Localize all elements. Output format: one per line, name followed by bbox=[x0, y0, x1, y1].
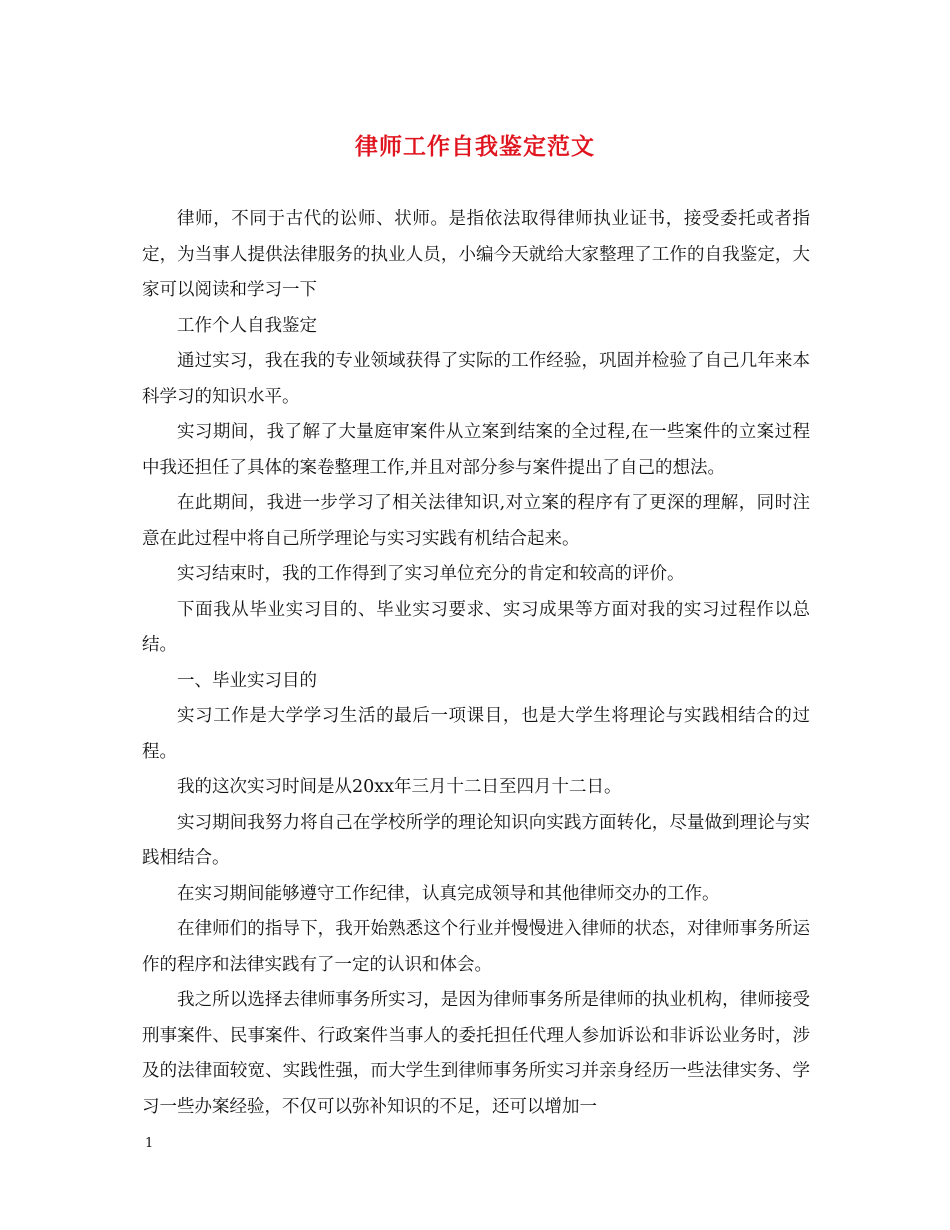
section-heading-self-evaluation: 工作个人自我鉴定 bbox=[177, 315, 317, 336]
paragraph-choice: 我之所以选择去律师事务所实习，是因为律师事务所是律师的执业机构，律师接受刑事案件、民事案件、行政案件当事人的委托担任代理人参加诉讼和非诉讼业务时，涉及的法律面较宽、实践性强，而大学生到律师事务所实习并亲身经历一些法律实务、学习一些办案经验，不仅可以弥补知识的不足，还可以增加一 bbox=[142, 990, 810, 1117]
document-title: 律师工作自我鉴定范文 bbox=[355, 133, 595, 160]
paragraph-purpose: 实习工作是大学学习生活的最后一项课目，也是大学生将理论与实践相结合的过程。 bbox=[142, 706, 810, 762]
page-number: 1 bbox=[145, 1136, 154, 1151]
paragraph-dates: 我的这次实习时间是从20xx年三月十二日至四月十二日。 bbox=[177, 777, 622, 797]
paragraph-experience: 通过实习，我在我的专业领域获得了实际的工作经验，巩固并检验了自己几年来本科学习的知识水平。 bbox=[142, 351, 810, 407]
section-heading-purpose: 一、毕业实习目的 bbox=[177, 670, 317, 691]
paragraph-internship-period: 实习期间，我了解了大量庭审案件从立案到结案的全过程,在一些案件的立案过程中我还担任了具体的案卷整理工作,并且对部分参与案件提出了自己的想法。 bbox=[142, 422, 810, 478]
paragraph-intro: 律师，不同于古代的讼师、状师。是指依法取得律师执业证书，接受委托或者指定，为当事人提供法律服务的执业人员，小编今天就给大家整理了工作的自我鉴定，大家可以阅读和学习一下 bbox=[142, 209, 810, 300]
paragraph-evaluation: 实习结束时，我的工作得到了实习单位充分的肯定和较高的评价。 bbox=[177, 564, 685, 584]
paragraph-summary-intro: 下面我从毕业实习目的、毕业实习要求、实习成果等方面对我的实习过程作以总结。 bbox=[142, 599, 810, 655]
paragraph-guidance: 在律师们的指导下，我开始熟悉这个行业并慢慢进入律师的状态，对律师事务所运作的程序和法律实践有了一定的认识和体会。 bbox=[142, 919, 810, 975]
paragraph-discipline: 在实习期间能够遵守工作纪律，认真完成领导和其他律师交办的工作。 bbox=[177, 883, 720, 904]
paragraph-theory-practice: 实习期间我努力将自己在学校所学的理论知识向实践方面转化，尽量做到理论与实践相结合。 bbox=[142, 812, 810, 868]
document-body bbox=[142, 202, 810, 1125]
paragraph-legal-knowledge: 在此期间，我进一步学习了相关法律知识,对立案的程序有了更深的理解，同时注意在此过程中将自己所学理论与实习实践有机结合起来。 bbox=[142, 493, 810, 549]
